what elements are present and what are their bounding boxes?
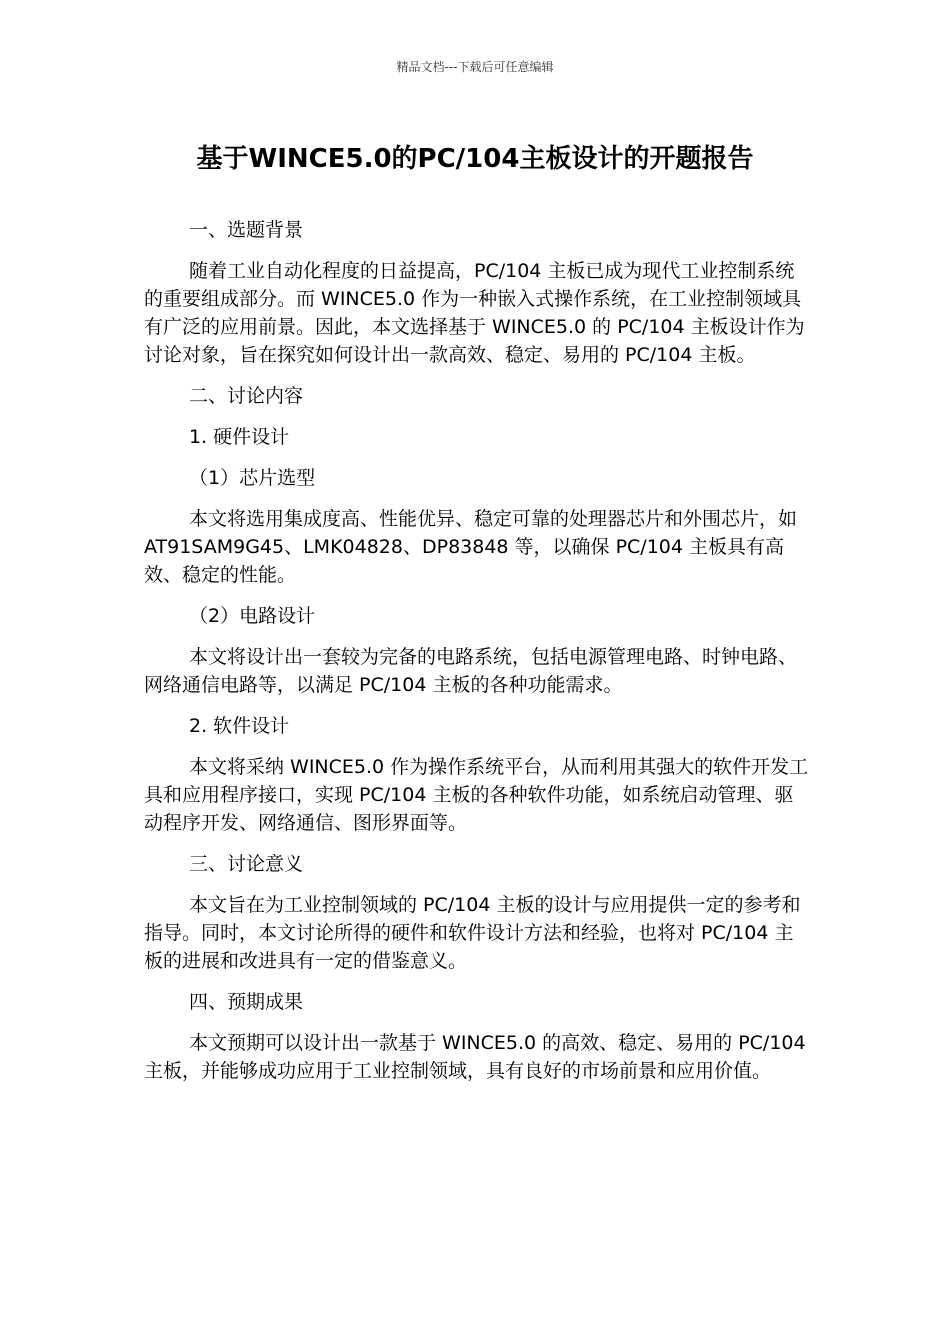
paragraph-significance: 本文旨在为工业控制领域的 PC/104 主板的设计与应用提供一定的参考和指导。同时，本文讨论所得的硬件和软件设计方法和经验，也将对 PC/104 主板的进展和改进具有一定的借鉴意义。 — [144, 894, 801, 972]
subheading-circuit-design: （2）电路设计 — [189, 605, 316, 627]
paragraph-outcomes: 本文预期可以设计出一款基于 WINCE5.0 的高效、稳定、易用的 PC/104 主板，并能够成功应用于工业控制领域，具有良好的市场前景和应用价值。 — [144, 1032, 806, 1082]
subheading-hardware: 1. 硬件设计 — [189, 426, 290, 448]
paragraph-circuit-design: 本文将设计出一套较为完备的电路系统，包括电源管理电路、时钟电路、网络通信电路等，以满足 PC/104 主板的各种功能需求。 — [144, 646, 798, 696]
paragraph-background: 随着工业自动化程度的日益提高，PC/104 主板已成为现代工业控制系统的重要组成部分。而 WINCE5.0 作为一种嵌入式操作系统，在工业控制领域具有广泛的应用前景。因此，本文选择基于 WINCE5.0 的 PC/104 主板设计作为讨论对象，旨在探究如何设计出一款高效、稳定、易用的 PC/104 主板。 — [144, 260, 805, 366]
section-heading-content: 二、讨论内容 — [189, 385, 304, 407]
section-heading-significance: 三、讨论意义 — [189, 853, 304, 875]
document-body — [144, 216, 810, 1098]
subheading-chip-selection: （1）芯片选型 — [189, 467, 316, 489]
subheading-software: 2. 软件设计 — [189, 715, 290, 737]
document-title: 基于WINCE5.0的PC/104主板设计的开题报告 — [196, 144, 754, 174]
header-note: 精品文档---下载后可任意编辑 — [396, 60, 554, 74]
section-heading-background: 一、选题背景 — [189, 219, 304, 241]
paragraph-chip-selection: 本文将选用集成度高、性能优异、稳定可靠的处理器芯片和外围芯片，如 AT91SAM9G45、LMK04828、DP83848 等，以确保 PC/104 主板具有高效、稳定的性能。 — [144, 508, 798, 586]
paragraph-software: 本文将采纳 WINCE5.0 作为操作系统平台，从而利用其强大的软件开发工具和应用程序接口，实现 PC/104 主板的各种软件功能，如系统启动管理、驱动程序开发、网络通信、图形界面等。 — [144, 756, 809, 834]
section-heading-outcomes: 四、预期成果 — [189, 991, 304, 1013]
